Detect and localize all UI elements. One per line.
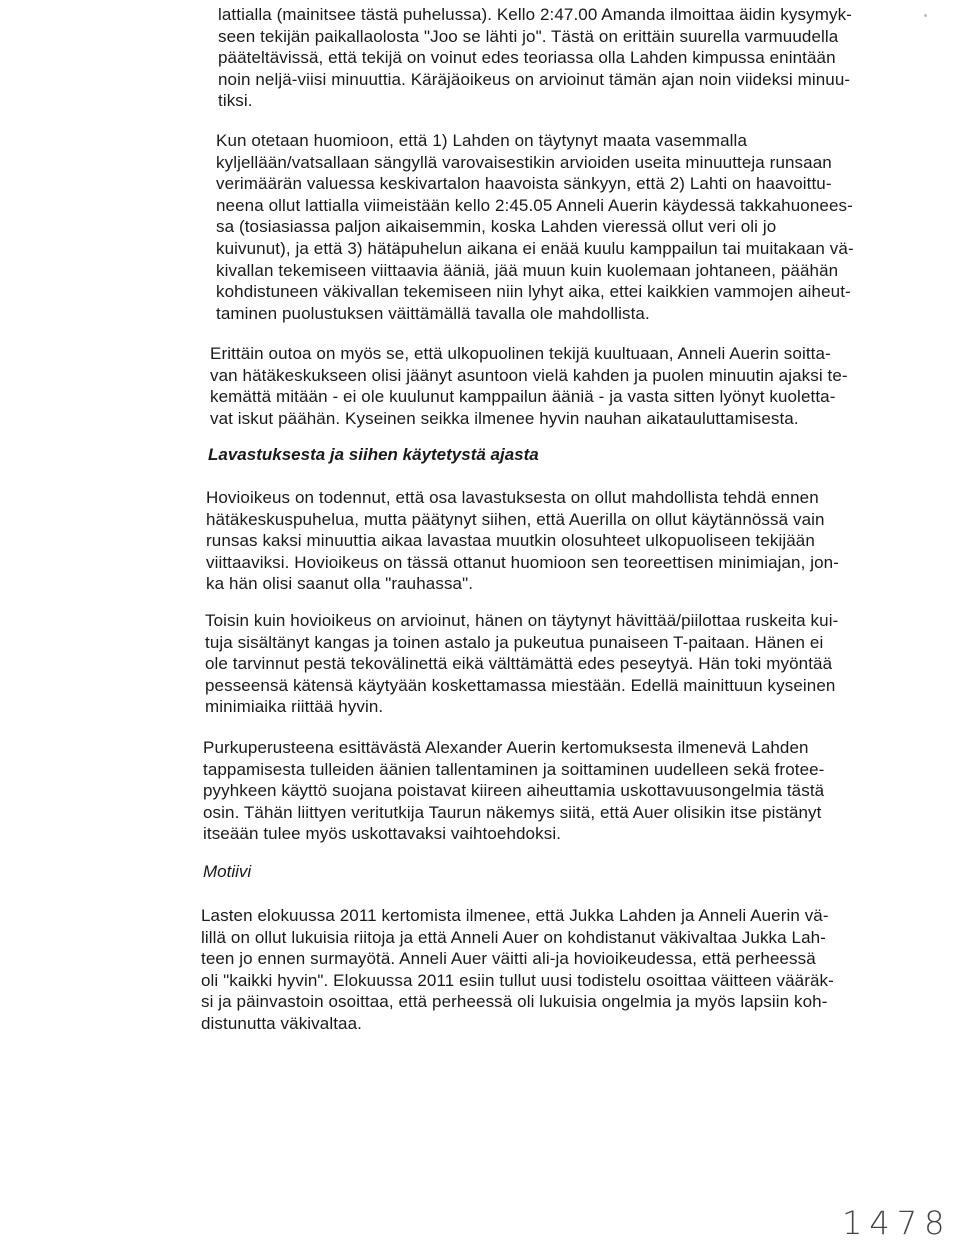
text-line: teen jo ennen surmayötä. Anneli Auer väitti ali-ja hovioikeudessa, että perheessä [201,949,816,969]
text-line: Toisin kuin hovioikeus on arvioinut, hänen on täytynyt hävittää/piilottaa ruskeita kui- [205,611,839,630]
text-line: seen tekijän paikallaolosta "Joo se lähti jo". Tästä on erittäin suurella varmuudella [218,26,839,46]
text-line: distunutta väkivaltaa. [201,1013,362,1033]
paragraph-motive [201,905,834,1035]
paragraph-call-timeline [218,4,852,112]
text-line: noin neljä-viisi minuuttia. Käräjäoikeus on arvioinut tämän ajan noin viideksi minuu- [218,69,851,89]
text-line: pesseensä kätensä käytyään koskettamassa miestään. Edellä mainittuun kyseinen [205,675,836,695]
text-line: Kun otetaan huomioon, että 1) Lahden on täytynyt maata vasemmalla [216,131,747,150]
text-line: neena ollut lattialla viimeistään kello 2:45.05 Anneli Auerin käydessä takkahuonees- [216,195,853,215]
paragraph-outside-perpetrator [210,343,848,429]
text-line: Erittäin outoa on myös se, että ulkopuolinen tekijä kuultuaan, Anneli Auerin soitta- [210,344,831,363]
scan-speck [924,14,927,17]
text-line: Lasten elokuussa 2011 kertomista ilmenee, että Jukka Lahden ja Anneli Auerin vä- [201,906,829,925]
paragraph-evidence-disposal [205,610,838,718]
text-line: verimäärän valuessa keskivartalon haavoista sänkyyn, että 2) Lahti on haavoittu- [216,174,832,194]
section-heading-staging: Lavastuksesta ja siihen käytetystä ajasta [208,445,539,464]
text-line: minimiaika riittää hyvin. [205,697,384,717]
text-line: oli "kaikki hyvin". Elokuussa 2011 esiin tullut uusi todistelu osoittaa väitteen vääräk- [201,970,834,990]
text-line: kuivunut), ja että 3) hätäpuhelun aikana ei enää kuulu kamppailun tai muitakaan vä- [216,238,854,258]
paragraph-staging-time [206,487,839,595]
text-line: osin. Tähän liittyen veritutkija Taurun näkemys siitä, että Auer olisikin itse pistänyt [203,802,822,822]
text-line: viittaaviksi. Hovioikeus on tässä ottanut huomioon sen teoreettisen minimiajan, jon- [206,552,839,572]
text-line: ka hän olisi saanut olla "rauhassa". [206,574,474,594]
text-line: kivallan tekemiseen viittaavia ääniä, jää muun kuin kuolemaan johtaneen, päähän [216,260,839,280]
text-line: pyyhkeen käyttö suojana poistavat kiireen aiheuttamia uskottavuusongelmia tästä [203,781,825,801]
text-line: taminen puolustuksen väittämällä tavalla ole mahdollista. [216,303,650,323]
text-line: van hätäkeskukseen olisi jäänyt asuntoon vielä kahden ja puolen minuutin ajaksi te- [210,365,848,385]
text-line: tuja sisältänyt kangas ja toinen astalo ja pukeutua punaiseen T-paitaan. Hänen ei [205,632,824,652]
page-number: 1478 [842,1204,952,1242]
section-heading-motive: Motiivi [203,862,252,881]
text-line: lattialla (mainitsee tästä puhelussa). Kello 2:47.00 Amanda ilmoittaa äidin kysymyk- [218,5,852,24]
paragraph-considerations [216,130,854,324]
text-line: Hovioikeus on todennut, että osa lavastuksesta on ollut mahdollista tehdä ennen [206,488,819,507]
text-line: hätäkeskuspuhelua, mutta päätynyt siihen, että Auerilla on ollut käytännössä vain [206,509,825,529]
text-line: runsas kaksi minuuttia aikaa lavastaa muutkin olosuhteet ulkopuoliseen tekijään [206,531,815,551]
text-line: pääteltävissä, että tekijä on voinut edes teoriassa olla Lahden kimpussa enintään [218,48,836,68]
paragraph-grounds-for-annulment [203,737,824,845]
text-line: kohdistuneen väkivallan tekemiseen niin lyhyt aika, ettei kaikkien vammojen aiheut- [216,282,851,302]
text-line: vat iskut päähän. Kyseinen seikka ilmenee hyvin nauhan aikatauluttamisesta. [210,408,799,428]
text-line: itseään tulee myös uskottavaksi vaihtoehdoksi. [203,824,562,844]
text-line: kyljellään/vatsallaan sängyllä varovaisestikin arvioiden useita minuutteja runsaan [216,152,832,172]
text-line: tiksi. [218,91,253,111]
text-line: lillä on ollut lukuisia riitoja ja että Anneli Auer on kohdistanut väkivaltaa Jukka Lah- [201,927,826,947]
text-line: tappamisesta tulleiden äänien tallentaminen ja soittaminen uudelleen sekä frotee- [203,759,825,779]
text-line: Purkuperusteena esittävästä Alexander Auerin kertomuksesta ilmenevä Lahden [203,738,809,757]
text-line: si ja päinvastoin osoittaa, että perheessä oli lukuisia ongelmia ja myös lapsiin koh- [201,992,828,1012]
text-line: sa (tosiasiassa paljon aikaisemmin, koska Lahden vieressä ollut veri oli jo [216,217,777,237]
text-line: kemättä mitään - ei ole kuulunut kamppailun ääniä - ja vasta sitten lyönyt kuoletta- [210,387,836,407]
text-line: ole tarvinnut pestä tekovälinettä eikä välttämättä edes peseytyä. Hän toki myöntää [205,654,833,674]
